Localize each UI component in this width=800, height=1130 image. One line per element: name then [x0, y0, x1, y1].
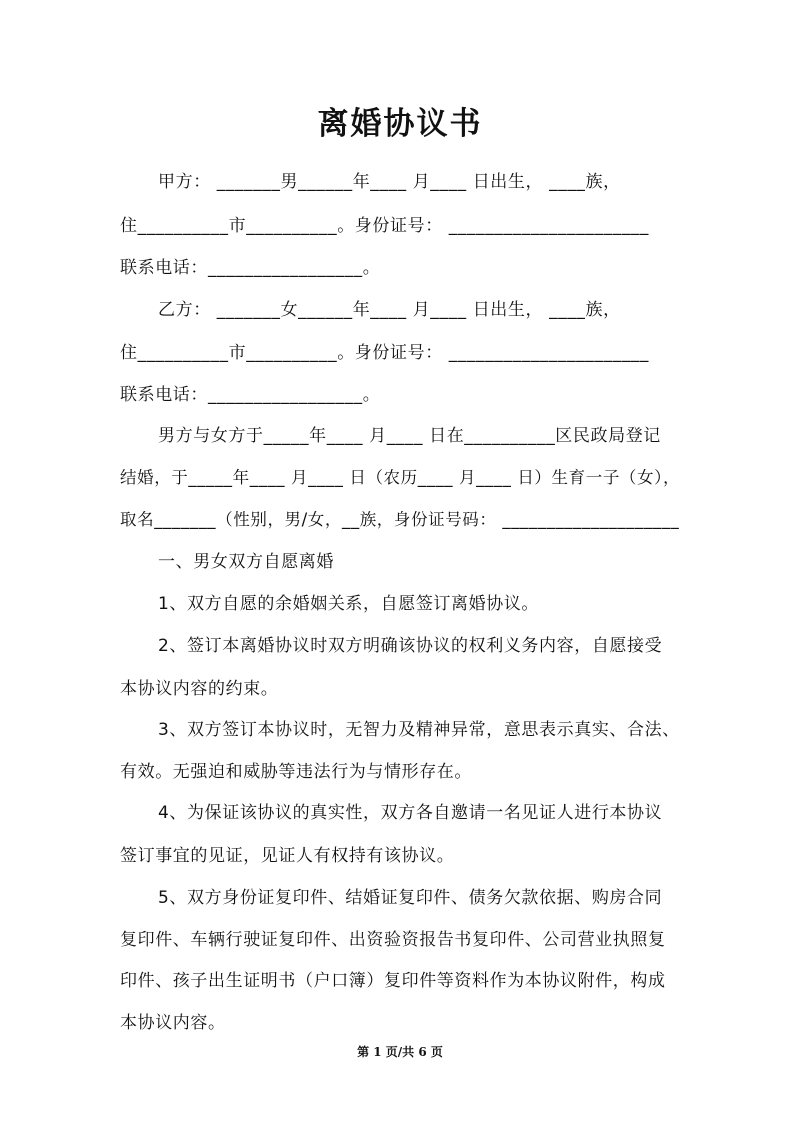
document-title: 离婚协议书: [317, 106, 483, 142]
page-number-footer: 第 1 页/共 6 页: [357, 1045, 443, 1059]
section-heading-1: 一、男女双方自愿离婚: [158, 552, 334, 572]
clause-5-line-2: 复印件、车辆行驶证复印件、出资验资报告书复印件、公司营业执照复: [120, 930, 666, 950]
party-b-address-line: 住__________市__________。身份证号： ______________________: [120, 343, 650, 363]
clause-1: 1、双方自愿的余婚姻关系，自愿签订离婚协议。: [158, 594, 540, 614]
party-a-birth-line: 甲方： _______男______年____ 月____ 日出生， ____族，: [158, 172, 621, 192]
clause-5-line-4: 本协议内容。: [120, 1013, 226, 1033]
clause-3-line-1: 3、双方签订本协议时，无智力及精神异常，意思表示真实、合法、: [158, 720, 680, 740]
clause-2-line-1: 2、签订本离婚协议时双方明确该协议的权利义务内容，自愿接受: [158, 636, 663, 656]
marriage-line-2: 结婚，于_____年____ 月____ 日（农历____ 月____ 日）生育一子（女），: [120, 468, 681, 487]
clause-4-line-1: 4、为保证该协议的真实性，双方各自邀请一名见证人进行本协议: [158, 803, 663, 823]
clause-3-line-2: 有效。无强迫和威胁等违法行为与情形存在。: [120, 762, 472, 782]
marriage-line-3: 取名_______（性别，男/女，__族，身份证号码： ____________________: [120, 510, 680, 529]
party-b-birth-line: 乙方： _______女______年____ 月____ 日出生， ____族，: [158, 300, 621, 320]
clause-5-line-3: 印件、孩子出生证明书（户口簿）复印件等资料作为本协议附件，构成: [120, 971, 666, 991]
party-a-phone-line: 联系电话：_________________。: [120, 258, 381, 278]
clause-2-line-2: 本协议内容的约束。: [120, 679, 279, 699]
party-a-address-line: 住__________市__________。身份证号： ______________________: [120, 216, 650, 236]
marriage-line-1: 男方与女方于_____年____ 月____ 日在__________区民政局登记: [158, 426, 661, 446]
clause-5-line-1: 5、双方身份证复印件、结婚证复印件、债务欠款依据、购房合同: [158, 888, 663, 908]
party-b-phone-line: 联系电话：_________________。: [120, 385, 381, 405]
clause-4-line-2: 签订事宜的见证，见证人有权持有该协议。: [120, 846, 455, 866]
